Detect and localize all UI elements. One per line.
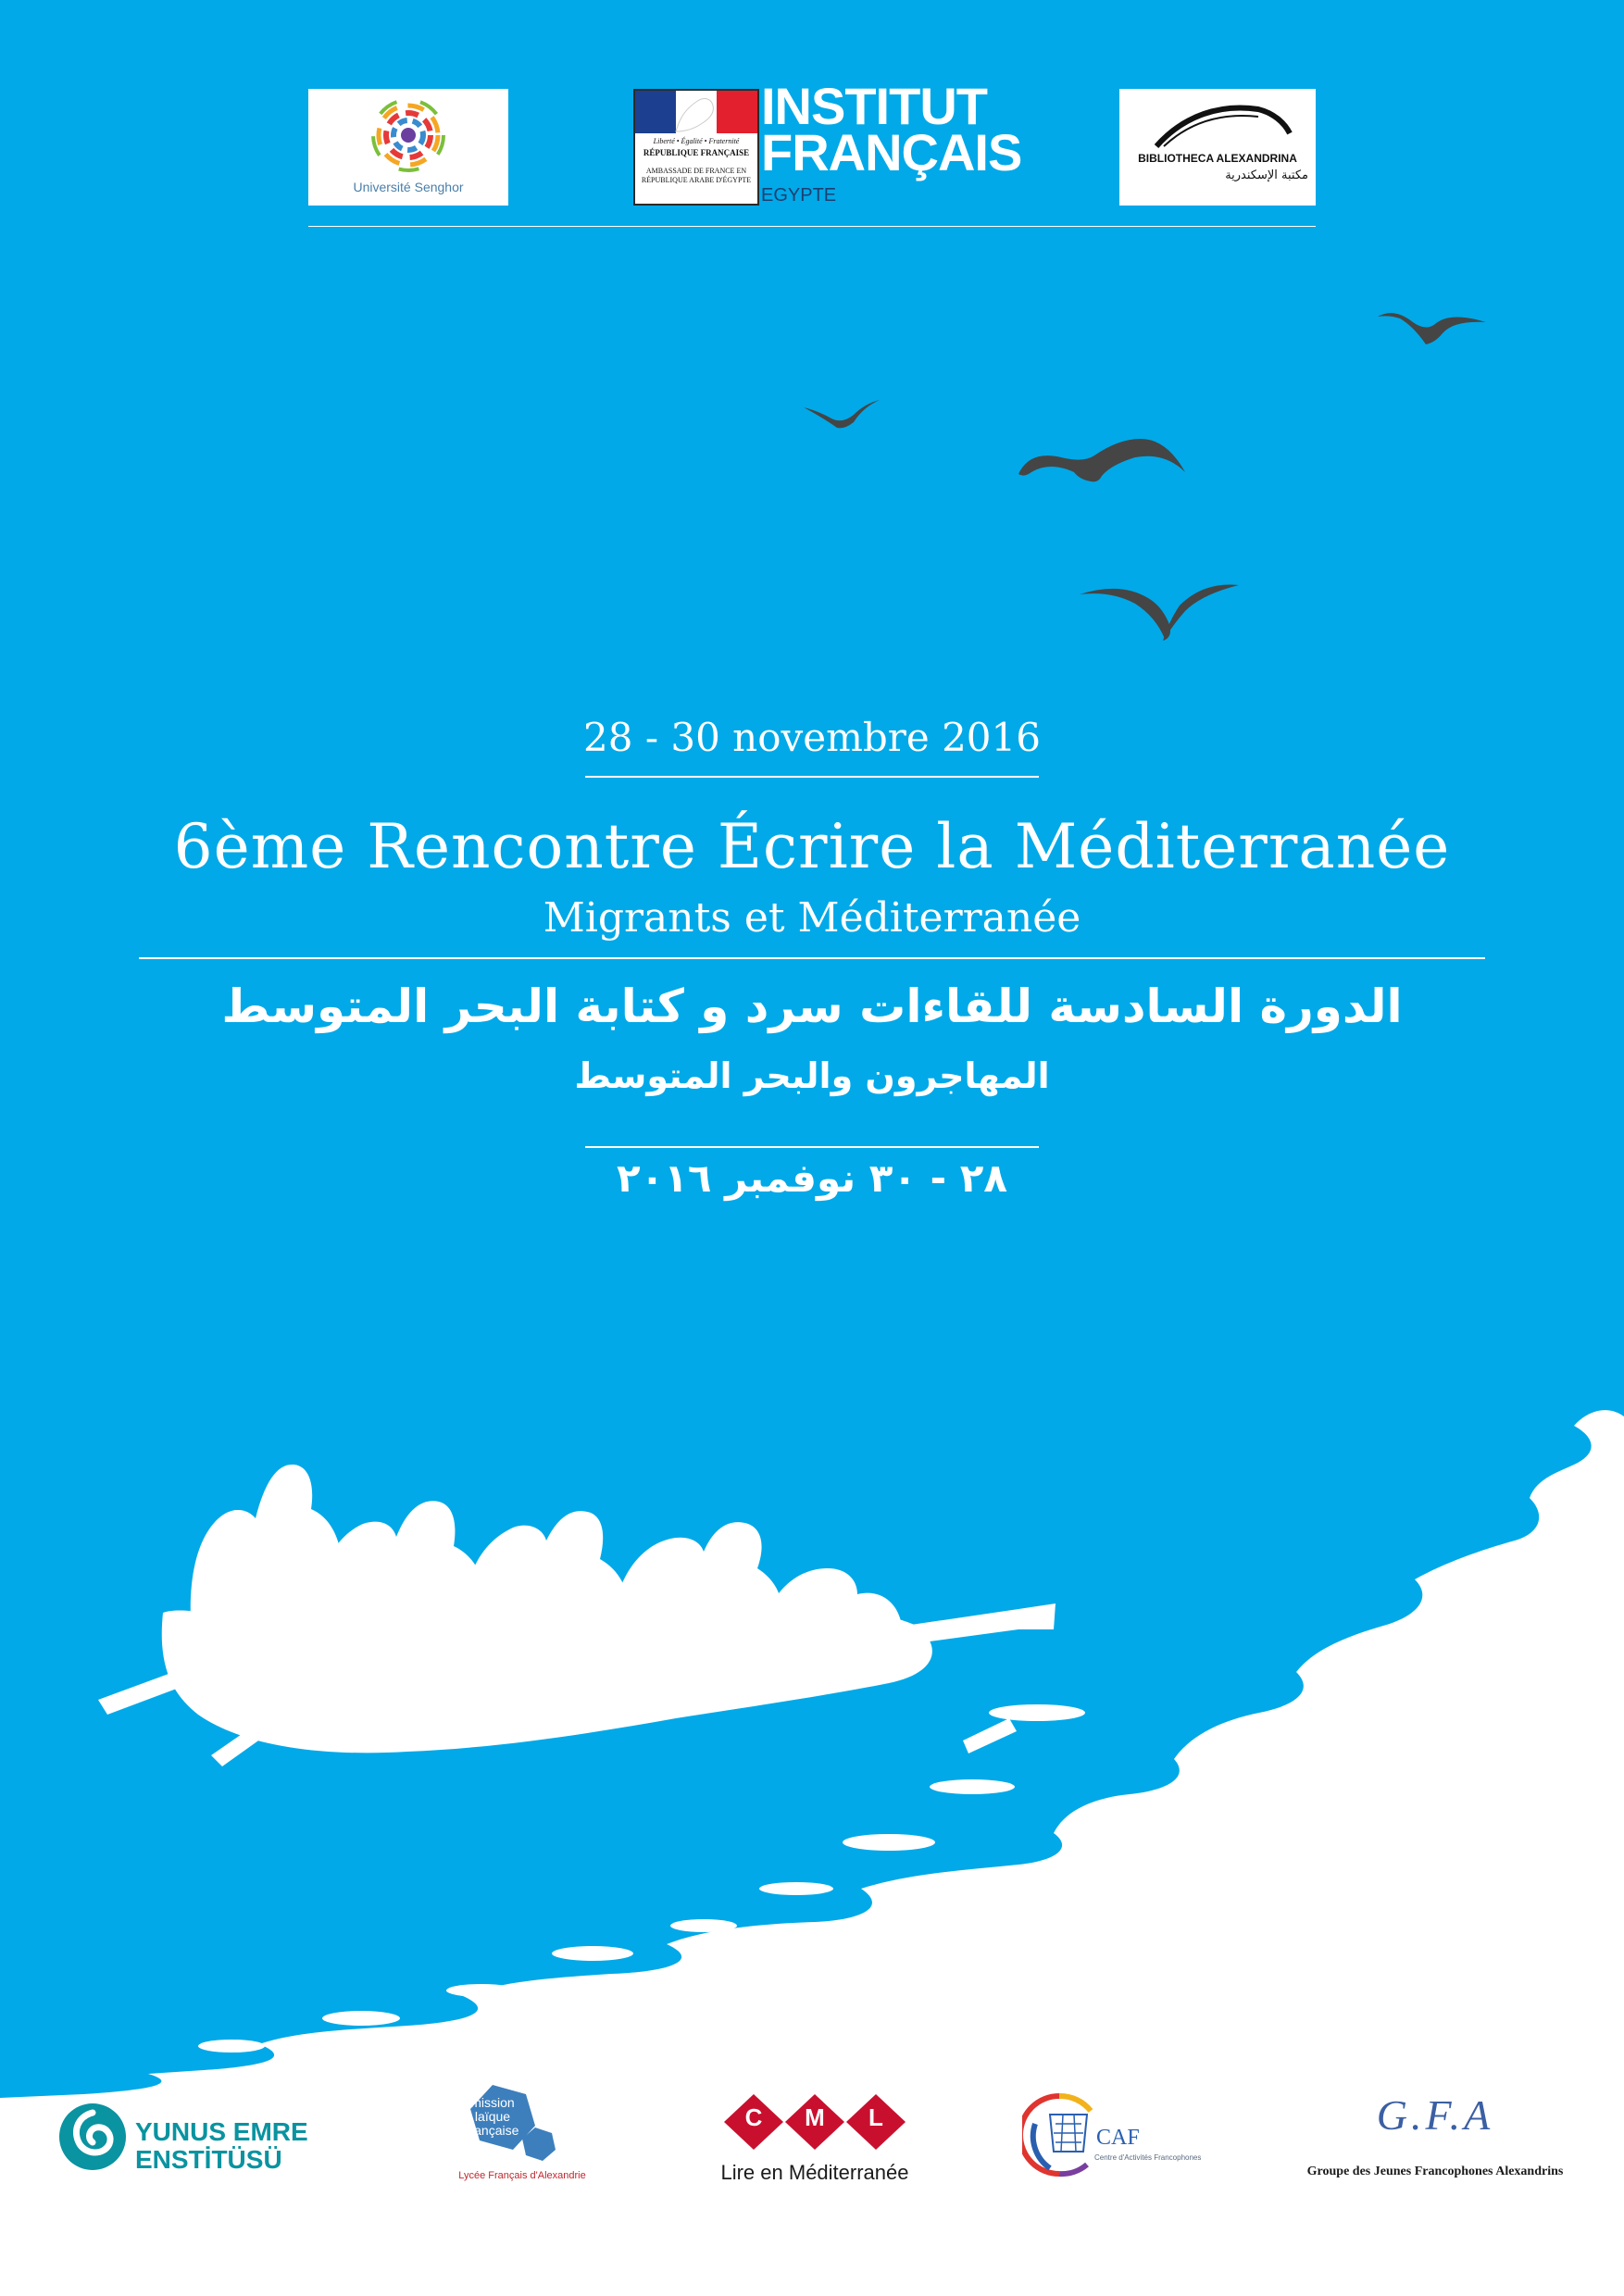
bibalex-label-ar: مكتبة الإسكندرية: [1225, 168, 1308, 182]
bird-icon: [1080, 584, 1239, 641]
mission-laique-sub: Lycée Français d'Alexandrie: [458, 2170, 586, 2181]
cml-label: Lire en Méditerranée: [720, 2161, 909, 2184]
republique-label: RÉPUBLIQUE FRANÇAISE: [643, 148, 750, 157]
yunus-emre-text: [135, 2118, 308, 2174]
yunus-emre-line1: YUNUS EMRE: [135, 2117, 308, 2146]
date-ar-overline: [585, 1146, 1039, 1148]
bibalex-label: BIBLIOTHECA ALEXANDRINA: [1138, 152, 1297, 165]
bibliotheca-alexandrina-logo: [1119, 89, 1316, 206]
birds: [804, 313, 1486, 641]
event-subtitle-fr: Migrants et Méditerranée: [543, 894, 1081, 942]
yunus-emre-swirl-icon: [56, 2100, 130, 2174]
event-date-fr: 28 - 30 novembre 2016: [583, 715, 1041, 760]
event-subtitle-ar: المهاجرون والبحر المتوسط: [574, 1055, 1050, 1096]
mission-laique-logo: [439, 2083, 606, 2194]
language-divider: [139, 957, 1485, 959]
event-date-ar: ٢٨ - ٣٠ نوفمبر ٢٠١٦: [616, 1155, 1008, 1201]
migrant-boat-silhouette: [98, 1465, 1056, 1766]
institut-francais-wordmark: [761, 77, 1022, 181]
caf-globe-icon: [1022, 2087, 1106, 2189]
cml-lire-en-mediterranee-logo: [713, 2090, 917, 2187]
yunus-emre-line2: ENSTİTÜSÜ: [135, 2145, 282, 2174]
bird-icon: [804, 400, 880, 428]
gjfa-label: Groupe des Jeunes Francophones Alexandrins: [1306, 2165, 1564, 2178]
mission-laique-name: mission laïque française: [466, 2095, 519, 2138]
cml-letter-c: C: [744, 2103, 763, 2131]
date-underline: [585, 776, 1039, 778]
yunus-emre-logo: [56, 2096, 324, 2179]
caf-sub: Centre d'Activités Francophones: [1094, 2153, 1202, 2162]
gjfa-logo: [1287, 2090, 1583, 2192]
marianne-flag-icon: [635, 91, 757, 133]
event-title-fr: 6ème Rencontre Écrire la Méditerranée: [173, 811, 1451, 882]
ambassade-de-france-logo: [633, 89, 759, 206]
cml-letter-m: M: [805, 2103, 825, 2131]
bibalex-arc-icon: [1119, 89, 1316, 154]
francais-line: FRANÇAIS: [761, 123, 1022, 181]
bird-icon: [1018, 439, 1185, 481]
cml-letter-l: L: [868, 2103, 883, 2131]
republique-motto: Liberté • Égalité • Fraternité: [653, 137, 740, 145]
event-title-ar: الدورة السادسة للقاءات سرد و كتابة البحر المتوسط: [221, 980, 1403, 1033]
senghor-label: Université Senghor: [353, 180, 464, 194]
universite-senghor-logo: [308, 89, 508, 206]
caf-name: CAF: [1096, 2126, 1140, 2150]
institut-line: INSTITUT: [761, 77, 987, 135]
gjfa-monogram: G.F.A: [1376, 2091, 1494, 2139]
header-divider: [308, 226, 1316, 227]
bird-icon: [1378, 313, 1486, 344]
ambassade-label: AMBASSADE DE FRANCE EN RÉPUBLIQUE ARABE D'ÉGYPTE: [641, 167, 752, 184]
caf-logo: [1022, 2083, 1207, 2194]
institut-francais-egypte: EGYPTE: [761, 185, 837, 206]
